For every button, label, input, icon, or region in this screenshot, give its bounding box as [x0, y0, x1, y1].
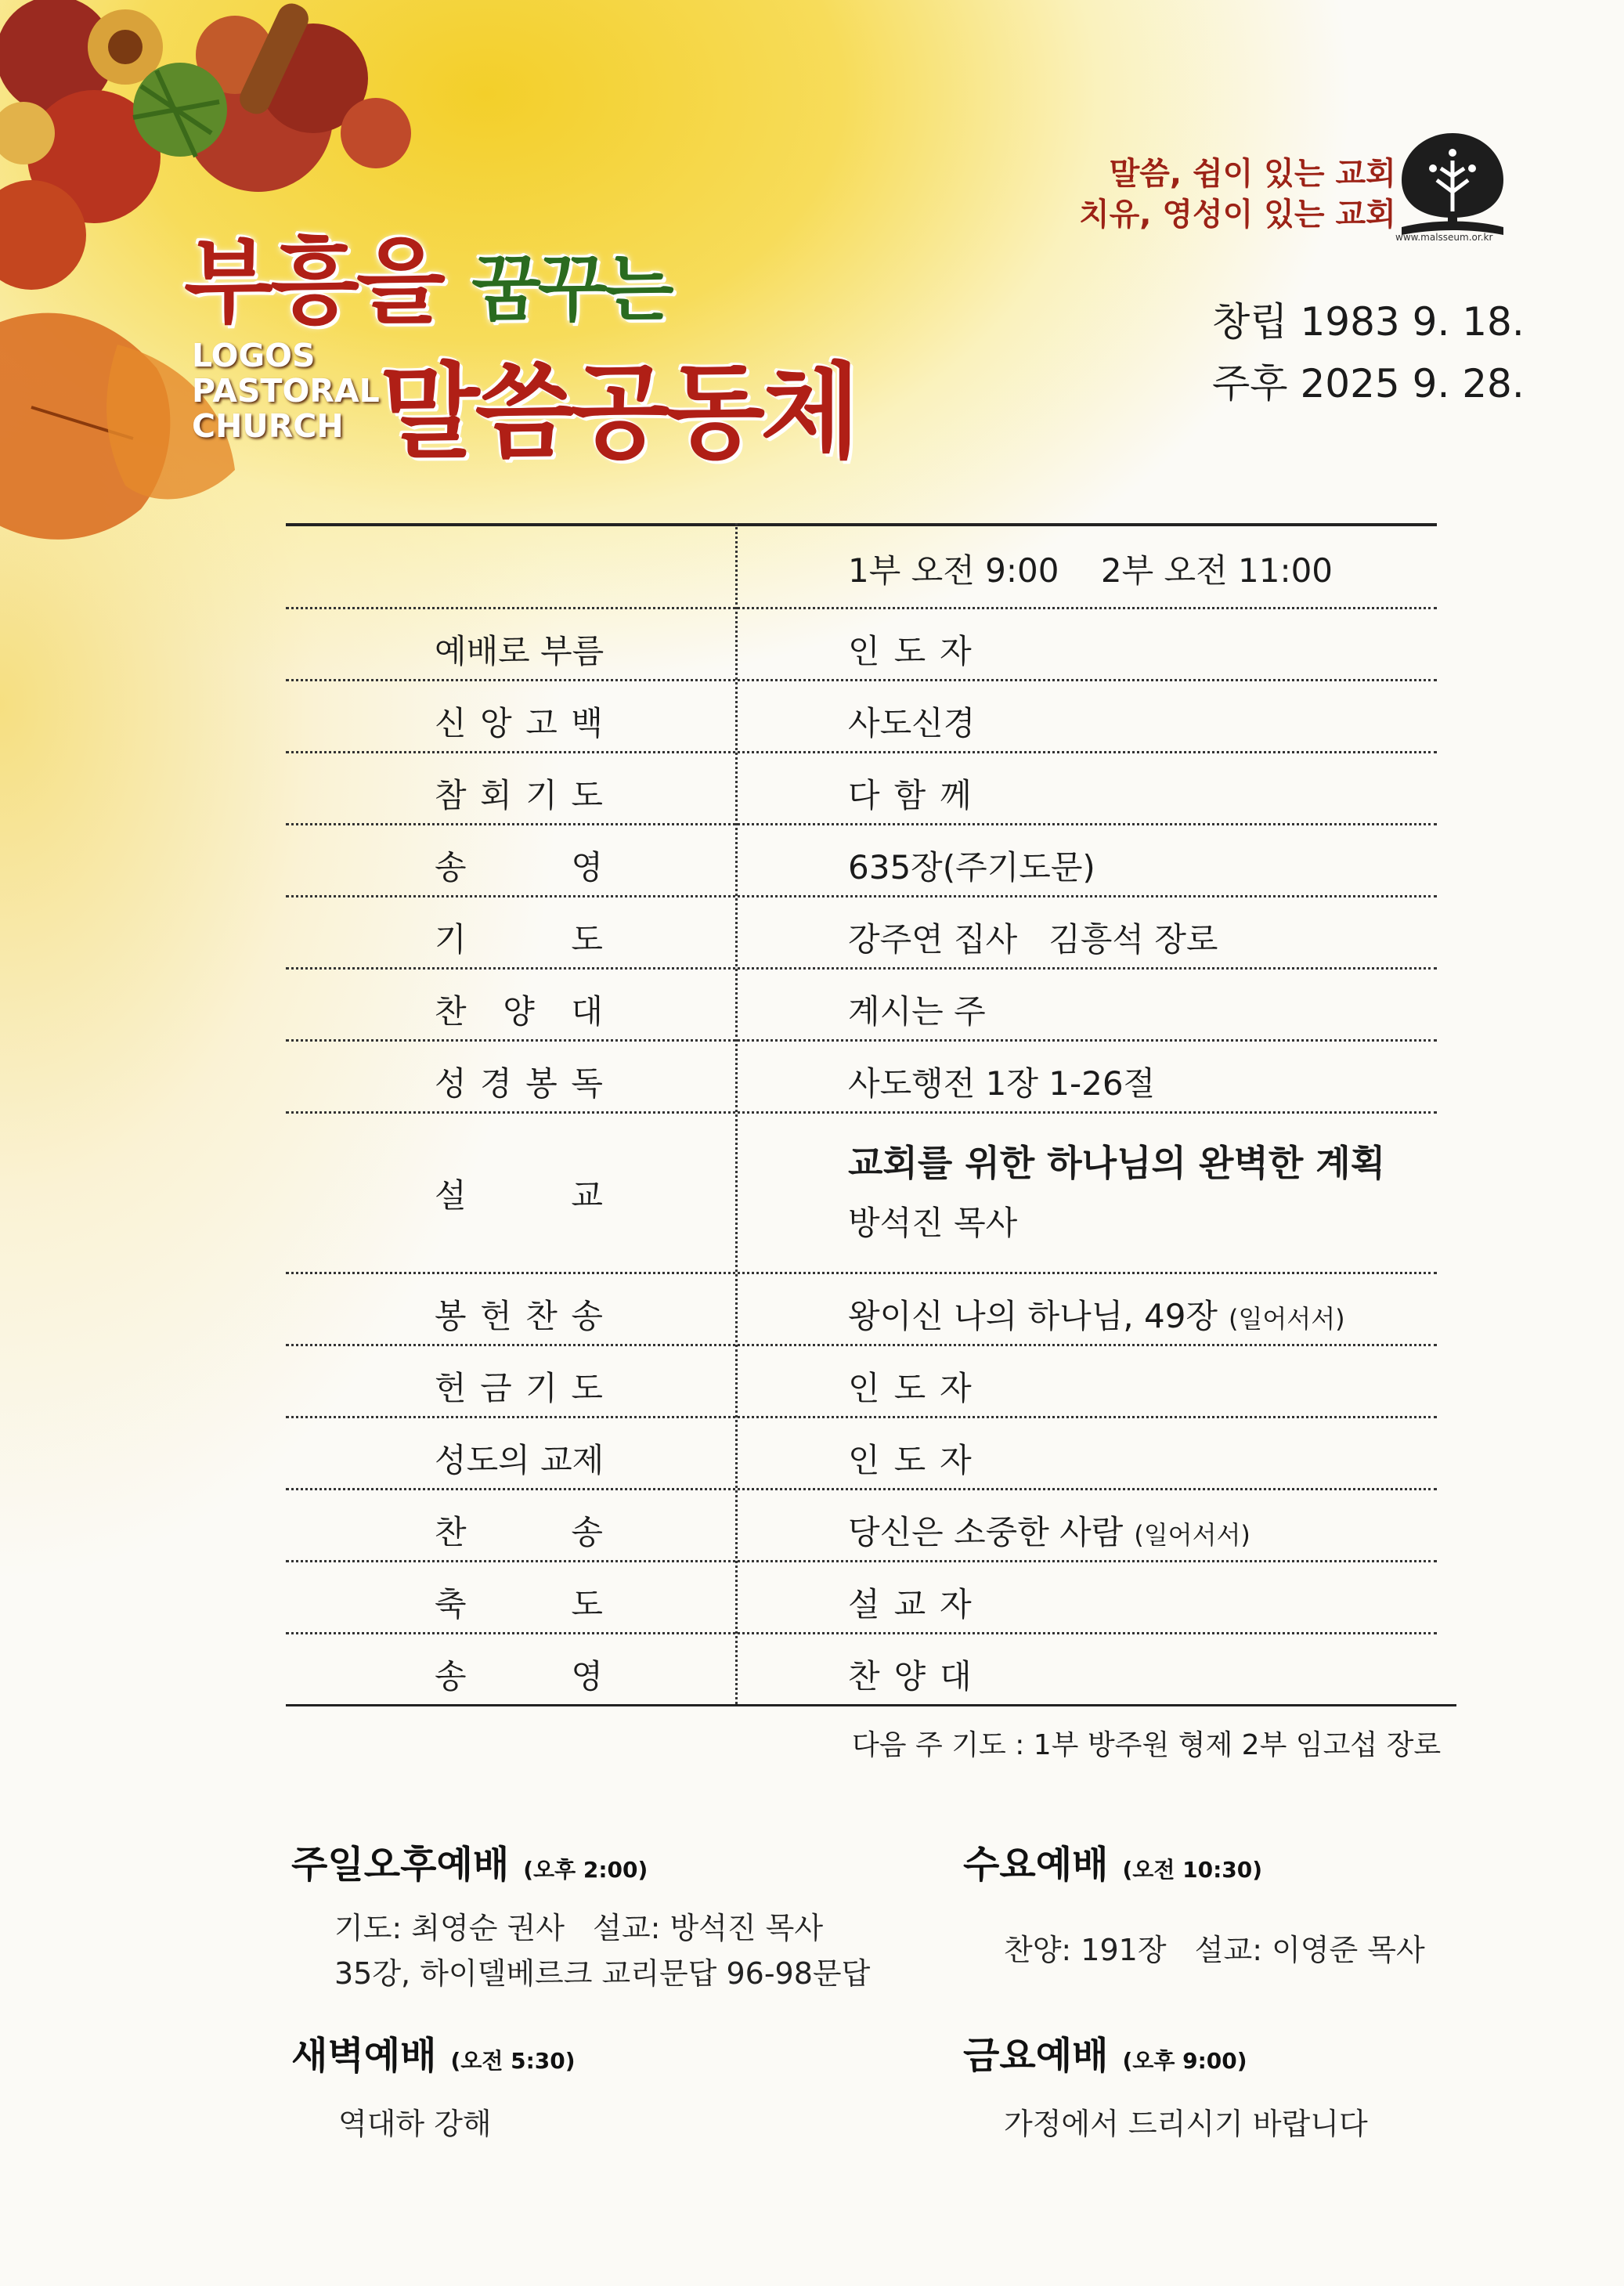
church-name-english — [192, 338, 380, 444]
service-item-label — [435, 1363, 603, 1410]
service-item-detail — [848, 1651, 986, 1698]
service-item-detail — [848, 770, 986, 817]
service-item-char: 독 — [571, 1064, 603, 1103]
church-tagline — [1079, 153, 1396, 235]
detail-text: 당신은 소중한 사람 — [848, 1513, 1124, 1551]
tagline-line: 말씀, 쉼이 있는 교회 — [1109, 156, 1396, 192]
service-item-char: 찬 — [525, 1297, 558, 1335]
service-row — [286, 679, 1437, 753]
service-item-char: 헌 — [435, 1369, 467, 1407]
service-item-label — [435, 1170, 603, 1217]
service-item-char: 축 — [435, 1585, 467, 1623]
service-detail: 역대하 강해 — [338, 2107, 492, 2141]
service-item-char: 성도의 교제 — [435, 1441, 604, 1479]
wednesday-service — [963, 1834, 1425, 1973]
service-time: (오후 9:00) — [1122, 2048, 1247, 2074]
service-item-detail — [848, 1507, 1250, 1554]
service-item-detail — [848, 986, 986, 1033]
service-row — [286, 1272, 1437, 1346]
service-item-detail — [848, 1135, 1385, 1244]
service-item-char: 회 — [480, 776, 512, 814]
service-item-detail — [848, 1058, 1155, 1105]
next-week-prayer: 다음 주 기도 : 1부 방주원 형제 2부 임고섭 장로 — [852, 1729, 1442, 1761]
service-item-char: 경 — [480, 1064, 512, 1103]
logo-url: www.malsseum.or.kr — [1395, 232, 1493, 243]
service-item-detail — [848, 914, 1218, 961]
detail-note: (일어서서) — [1134, 1520, 1250, 1550]
title-part-2: 꿈꾸는 — [471, 247, 671, 331]
detail-text: 설교자 — [848, 1585, 986, 1623]
service-item-detail — [848, 1579, 986, 1626]
detail-text: 사도행전 1장 1-26절 — [848, 1064, 1156, 1103]
current-date: 주후 2025 9. 28. — [1212, 361, 1525, 406]
service-item-char: 참 — [435, 776, 467, 814]
service-row — [286, 1560, 1437, 1634]
service-title: 새벽예배 — [291, 2034, 437, 2078]
service-row — [286, 751, 1437, 825]
founded-date: 창립 1983 9. 18. — [1212, 299, 1525, 345]
service-item-char: 헌 — [480, 1297, 512, 1335]
service-item-char: 예배로 부름 — [435, 632, 604, 670]
service-item-char: 앙 — [480, 704, 512, 742]
service-item-char: 찬 — [435, 1513, 467, 1551]
service-item-label — [435, 770, 603, 817]
service-row — [286, 1488, 1437, 1562]
service-detail: 35강, 하이델베르크 교리문답 96-98문답 — [334, 1956, 871, 1991]
detail-text: 사도신경 — [848, 704, 976, 742]
service-item-char: 기 — [435, 920, 467, 959]
service-item-label — [435, 914, 603, 961]
service-item-detail — [848, 698, 975, 745]
service-item-label — [435, 1651, 603, 1698]
table-bottom-rule — [286, 1704, 1456, 1706]
sermon-title: 교회를 위한 하나님의 완벽한 계획 — [848, 1142, 1386, 1184]
title-part-3: 말씀공동체 — [380, 352, 856, 473]
service-row — [286, 967, 1437, 1042]
service-item-char: 기 — [525, 776, 558, 814]
service-time: (오후 2:00) — [523, 1857, 648, 1883]
service-item-char: 영 — [571, 848, 603, 887]
service-row — [286, 607, 1437, 681]
service-item-char: 설 — [435, 1176, 467, 1215]
service-times: 1부 오전 9:00 2부 오전 11:00 — [848, 551, 1333, 590]
service-item-char: 영 — [571, 1657, 603, 1696]
service-item-char: 교 — [571, 1176, 603, 1215]
service-item-label — [435, 1058, 603, 1105]
service-row — [286, 1039, 1437, 1114]
detail-text: 왕이신 나의 하나님, 49장 — [848, 1297, 1218, 1335]
title-line-1 — [184, 208, 671, 341]
service-item-label — [435, 986, 603, 1033]
order-of-service-table — [286, 523, 1437, 1707]
service-title: 금요예배 — [963, 2034, 1109, 2078]
detail-text: 인도자 — [848, 1441, 986, 1479]
tagline-line: 치유, 영성이 있는 교회 — [1079, 197, 1396, 233]
service-item-label — [435, 626, 603, 673]
friday-service — [963, 2025, 1368, 2147]
service-title: 수요예배 — [963, 1843, 1109, 1887]
service-times-row — [286, 523, 1437, 609]
church-name-line: LOGOS — [192, 337, 316, 374]
service-item-char: 송 — [571, 1297, 603, 1335]
service-item-char: 고 — [525, 704, 558, 742]
church-name-line: PASTORAL — [192, 372, 380, 410]
service-item-char: 성 — [435, 1064, 467, 1103]
service-item-detail — [848, 1363, 986, 1410]
service-detail: 가정에서 드리시기 바랍니다 — [1004, 2107, 1368, 2141]
service-time: (오전 5:30) — [450, 2048, 576, 2074]
detail-text: 인도자 — [848, 1369, 986, 1407]
preacher-name: 방석진 목사 — [848, 1204, 1018, 1242]
dates — [1212, 291, 1525, 415]
detail-text: 인도자 — [848, 632, 986, 670]
service-item-char: 도 — [571, 1369, 603, 1407]
service-item-char: 양 — [503, 992, 535, 1031]
service-item-label — [435, 698, 603, 745]
service-item-label — [435, 842, 603, 889]
service-item-label — [435, 1435, 603, 1482]
service-item-detail — [848, 842, 1095, 889]
service-item-char: 찬 — [435, 992, 467, 1031]
service-item-label — [435, 1507, 603, 1554]
service-row — [286, 1416, 1437, 1490]
service-item-char: 봉 — [435, 1297, 467, 1335]
detail-text: 계시는 주 — [848, 992, 986, 1031]
service-item-char: 도 — [571, 920, 603, 959]
service-item-char: 송 — [435, 1657, 467, 1696]
service-detail: 기도: 최영순 권사 설교: 방석진 목사 — [334, 1911, 824, 1945]
service-row — [286, 823, 1437, 897]
service-row — [286, 1344, 1437, 1418]
dawn-service — [291, 2025, 576, 2147]
church-name-line: CHURCH — [192, 407, 344, 445]
service-item-detail — [848, 1435, 986, 1482]
service-title: 주일오후예배 — [291, 1843, 510, 1887]
service-item-char: 대 — [571, 992, 603, 1031]
service-item-char: 도 — [571, 776, 603, 814]
service-item-char: 금 — [480, 1369, 512, 1407]
detail-text: 찬양대 — [848, 1657, 986, 1696]
service-item-detail — [848, 626, 986, 673]
service-detail: 찬양: 191장 설교: 이영준 목사 — [1004, 1933, 1425, 1967]
service-item-char: 도 — [571, 1585, 603, 1623]
detail-text: 강주연 집사 김흥석 장로 — [848, 920, 1218, 959]
service-row — [286, 895, 1437, 970]
service-item-label — [435, 1579, 603, 1626]
service-time: (오전 10:30) — [1122, 1857, 1263, 1883]
service-item-char: 송 — [571, 1513, 603, 1551]
service-item-char: 기 — [525, 1369, 558, 1407]
service-item-char: 봉 — [525, 1064, 558, 1103]
detail-text: 635장(주기도문) — [848, 848, 1095, 887]
service-item-char: 신 — [435, 704, 467, 742]
title-part-1: 부흥을 — [184, 228, 442, 336]
service-item-detail — [848, 1291, 1345, 1338]
service-item-char: 송 — [435, 848, 467, 887]
sunday-afternoon-service — [291, 1834, 870, 1996]
detail-text: 다함께 — [848, 776, 986, 814]
service-item-char: 백 — [571, 704, 603, 742]
service-item-label — [435, 1291, 603, 1338]
detail-note: (일어서서) — [1229, 1304, 1345, 1334]
service-row — [286, 1111, 1437, 1274]
service-row — [286, 1632, 1437, 1704]
